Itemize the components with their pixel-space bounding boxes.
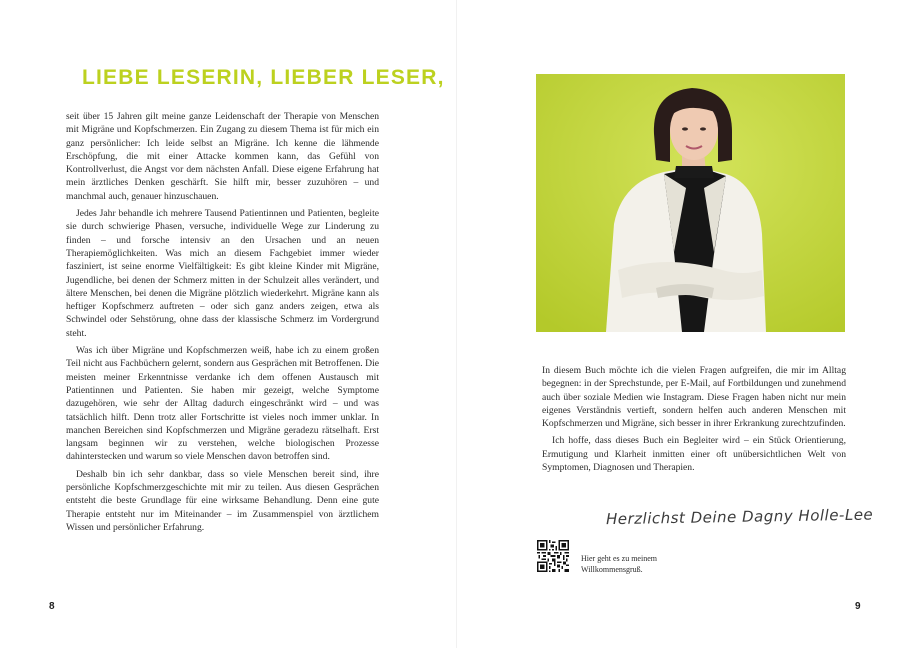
- page-number-left: 8: [49, 601, 55, 612]
- qr-code-icon[interactable]: [537, 540, 569, 572]
- left-page: [0, 0, 456, 648]
- paragraph: In diesem Buch möchte ich die vielen Fragen aufgreifen, die mir im Alltag begegnen: in der Sprechstunde, per E-Mail, auf Fortbildungen und zunehmend auch über soziale Medien wie Instagram. Diese Fragen haben nicht nur mein eigenes Verständnis vertieft, sondern helfen auch anderen Menschen mit Kopfschmerzen und Migräne, sich besser in ihrer Erkrankung zurechtzufinden.: [542, 365, 846, 430]
- author-signature: Herzlichst Deine Dagny Holle-Lee: [605, 505, 874, 529]
- page-heading: LIEBE LESERIN, LIEBER LESER,: [82, 66, 445, 89]
- paragraph: Jedes Jahr behandle ich mehrere Tausend Patientinnen und Patienten, begleite sie durch schwierige Phasen, versuche, individuelle Wege zur Linderung zu finden – und forsche intensiv an den Ursachen und an neuen Therapiemöglichkeiten. Was mich an diesem Fachgebiet immer wieder fasziniert, ist seine enorme Vielfältigkeit: Es gibt kleine Kinder mit Migräne, Jugendliche, bei denen der Schmerz mitten in der Schulzeit alles verändert, und ältere Menschen, bei denen die Migräne plötzlich wiederkehrt. Migräne kann als heftiger Kopfschmerz auftreten – oder sich ganz anders zeigen, etwa als Schwindel oder Sehstörung, ohne dass der klassische Schmerz im Vordergrund steht.: [66, 208, 379, 339]
- qr-caption: [581, 553, 731, 575]
- paragraph: Deshalb bin ich sehr dankbar, dass so viele Menschen bereit sind, ihre persönliche Kopfschmerzgeschichte mit mir zu teilen. Aus diesen Gesprächen entsteht die beste Grundlage für eine wirksame Behandlung. Denn eine gute Therapie entsteht nur im Miteinander – im Zusammenspiel von ärztlichem Wissen und persönlicher Erfahrung.: [66, 468, 379, 533]
- qr-caption-line: Hier geht es zu meinem: [581, 554, 657, 563]
- author-portrait: [536, 74, 845, 332]
- right-page: [456, 0, 913, 648]
- page-number-right: 9: [855, 601, 861, 612]
- left-body-text: [66, 110, 379, 534]
- paragraph: Was ich über Migräne und Kopfschmerzen weiß, habe ich zu einem großen Teil nicht aus Fachbüchern gelernt, sondern aus Gesprächen mit Betroffenen. Die meisten meiner Erkenntnisse verdanke ich dem offenen Austausch mit Patientinnen und Patienten. Sie haben mir gezeigt, welche Symptome dazugehören, wie sehr der Alltag dadurch eingeschränkt wird – und was tatsächlich hilft. Denn trotz aller Fortschritte ist vieles noch immer unklar. In manchen Bereichen sind Kopfschmerzen und Migräne geradezu rätselhaft. Erst langsam beginnen wir zu verstehen, welche biologischen Prozesse dahinterstecken und warum so viele Menschen davon betroffen sind.: [66, 345, 379, 463]
- paragraph: seit über 15 Jahren gilt meine ganze Leidenschaft der Therapie von Menschen mit Migräne und Kopfschmerzen. Ein Zugang zu diesem Thema ist für mich ein ganz persönlicher: Ich leide selbst an Migräne. Ich kenne die lähmende Erschöpfung, die mit einer Attacke kommen kann, das Gefühl von Kontrollverlust, die Angst vor dem nächsten Anfall. Diese eigene Erfahrung hat mein ärztliches Denken geschärft. Sie hilft mir, besser zuzuhören – und manchmal auch, genauer hinzuschauen.: [66, 111, 379, 202]
- qr-caption-line: Willkommensgruß.: [581, 565, 643, 574]
- paragraph: Ich hoffe, dass dieses Buch ein Begleiter wird – ein Stück Orientierung, Ermutigung und Klarheit inmitten einer oft unübersichtlichen Welt von Symptomen, Diagnosen und Therapien.: [542, 435, 846, 474]
- right-body-text: [542, 364, 846, 474]
